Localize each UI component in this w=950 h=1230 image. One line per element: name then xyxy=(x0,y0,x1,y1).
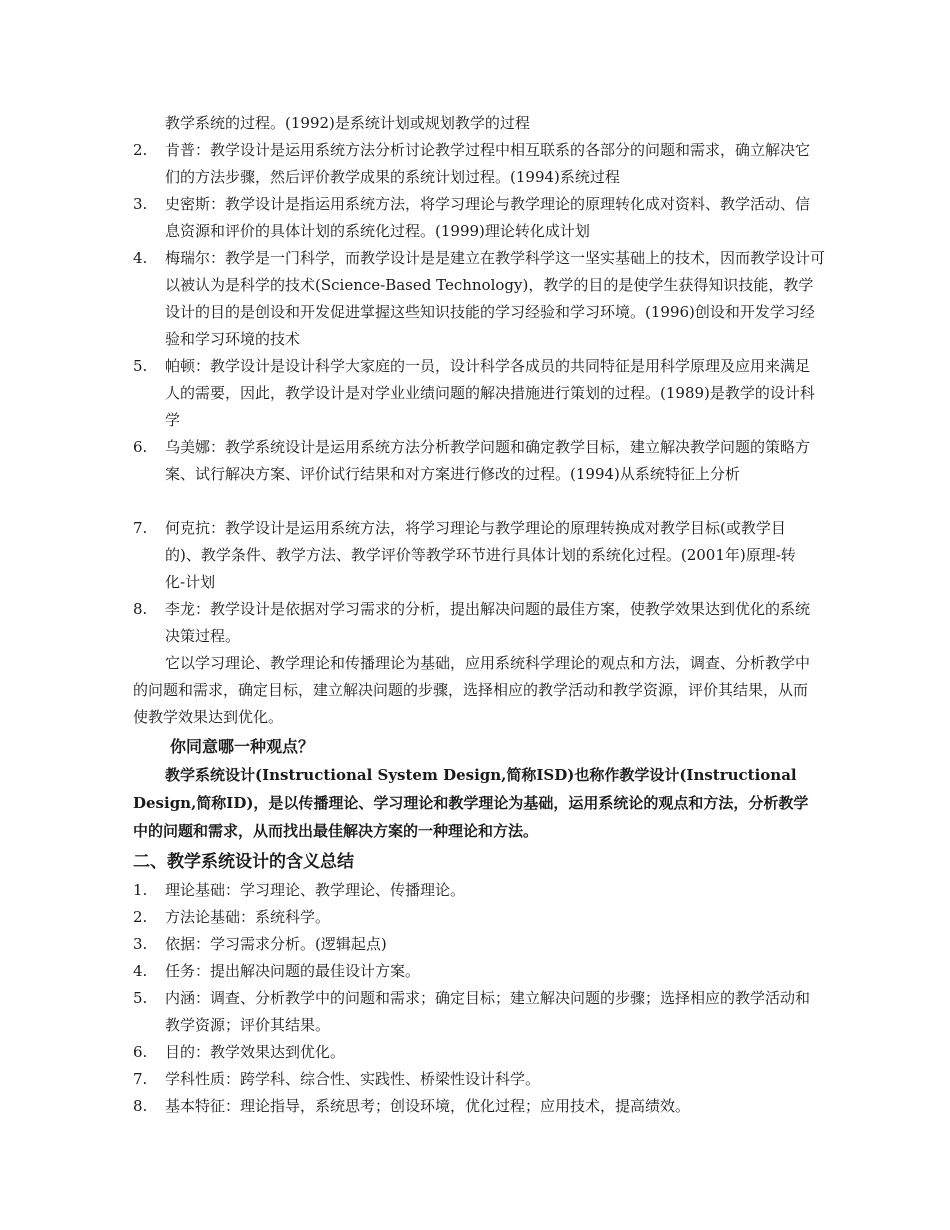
list-text: 李龙：教学设计是依据对学习需求的分析，提出解决问题的最佳方案，使教学效果达到优化的系统决策过程。 xyxy=(165,600,811,645)
list-number: 2. xyxy=(133,908,148,926)
list-number: 3. xyxy=(133,195,148,213)
section-heading: 二、教学系统设计的含义总结 xyxy=(133,852,354,872)
list-number: 5. xyxy=(133,989,148,1007)
list-text: 乌美娜：教学系统设计是运用系统方法分析教学问题和确定教学目标，建立解决教学问题的策略方案、试行解决方案、评价试行结果和对方案进行修改的过程。(1994)从系统特征上分析 xyxy=(165,438,811,483)
list-number: 8. xyxy=(133,600,148,618)
list-text: 学科性质：跨学科、综合性、实践性、桥梁性设计科学。 xyxy=(165,1070,541,1088)
list-number: 7. xyxy=(133,519,148,537)
list-text: 史密斯：教学设计是指运用系统方法，将学习理论与教学理论的原理转化成对资料、教学活动、信息资源和评价的具体计划的系统化过程。(1999)理论转化成计划 xyxy=(165,195,811,240)
list-text: 目的：教学效果达到优化。 xyxy=(165,1043,346,1061)
list-number: 2. xyxy=(133,141,148,159)
list-number: 6. xyxy=(133,438,148,456)
list-text: 肯普：教学设计是运用系统方法分析讨论教学过程中相互联系的各部分的问题和需求，确立解决它们的方法步骤，然后评价教学成果的系统计划过程。(1994)系统过程 xyxy=(165,141,811,186)
list-text: 内涵：调查、分析教学中的问题和需求；确定目标；建立解决问题的步骤；选择相应的教学活动和教学资源；评价其结果。 xyxy=(165,989,811,1034)
list-text: 理论基础：学习理论、教学理论、传播理论。 xyxy=(165,881,466,899)
list-text: 方法论基础：系统科学。 xyxy=(165,908,331,926)
summary-paragraph: 它以学习理论、教学理论和传播理论为基础，应用系统科学理论的观点和方法，调查、分析教学中的问题和需求，确定目标，建立解决问题的步骤，选择相应的教学活动和教学资源，评价其结果，从而使教学效果达到优化。 xyxy=(133,654,811,726)
list-text: 任务：提出解决问题的最佳设计方案。 xyxy=(165,962,421,980)
list-text: 依据：学习需求分析。(逻辑起点) xyxy=(165,935,387,953)
list-number: 5. xyxy=(133,357,148,375)
list-number: 8. xyxy=(133,1097,148,1115)
question-heading: 你同意哪一种观点？ xyxy=(170,737,315,756)
list-number: 7. xyxy=(133,1070,148,1088)
list-text: 何克抗：教学设计是运用系统方法，将学习理论与教学理论的原理转换成对教学目标(或教学目的)、教学条件、教学方法、教学评价等教学环节进行具体计划的系统化过程。(2001年)原理-转化-计划 xyxy=(165,519,796,591)
list-number: 6. xyxy=(133,1043,148,1061)
list-number: 4. xyxy=(133,962,148,980)
list-text: 帕顿：教学设计是设计科学大家庭的一员，设计科学各成员的共同特征是用科学原理及应用来满足人的需要，因此，教学设计是对学业业绩问题的解决措施进行策划的过程。(1989)是教学的设计科学 xyxy=(165,357,815,429)
list-text: 梅瑞尔：教学是一门科学，而教学设计是是建立在教学科学这一坚实基础上的技术，因而教学设计可以被认为是科学的技术(Science-Based Technology)，教学的目的是使学生获得知识技能，教学设计的目的是创设和开发促进掌握这些知识技能的学习经验和学习环境。(1996)创设和开发学习经验和学习环境的技术 xyxy=(165,249,826,348)
list-number: 1. xyxy=(133,881,148,899)
continuation-line: 教学系统的过程。(1992)是系统计划或规划教学的过程 xyxy=(165,114,530,132)
list-text: 基本特征：理论指导，系统思考；创设环境，优化过程；应用技术，提高绩效。 xyxy=(165,1097,691,1115)
list-number: 4. xyxy=(133,249,148,267)
isd-definition-paragraph: 教学系统设计(Instructional System Design,简称ISD)也称作教学设计(Instructional Design,简称ID)，是以传播理论、学习理论和教学理论为基础，运用系统论的观点和方法，分析教学中的问题和需求，从而找出最佳解决方案的一种理论和方法。 xyxy=(133,766,809,840)
list-number: 3. xyxy=(133,935,148,953)
